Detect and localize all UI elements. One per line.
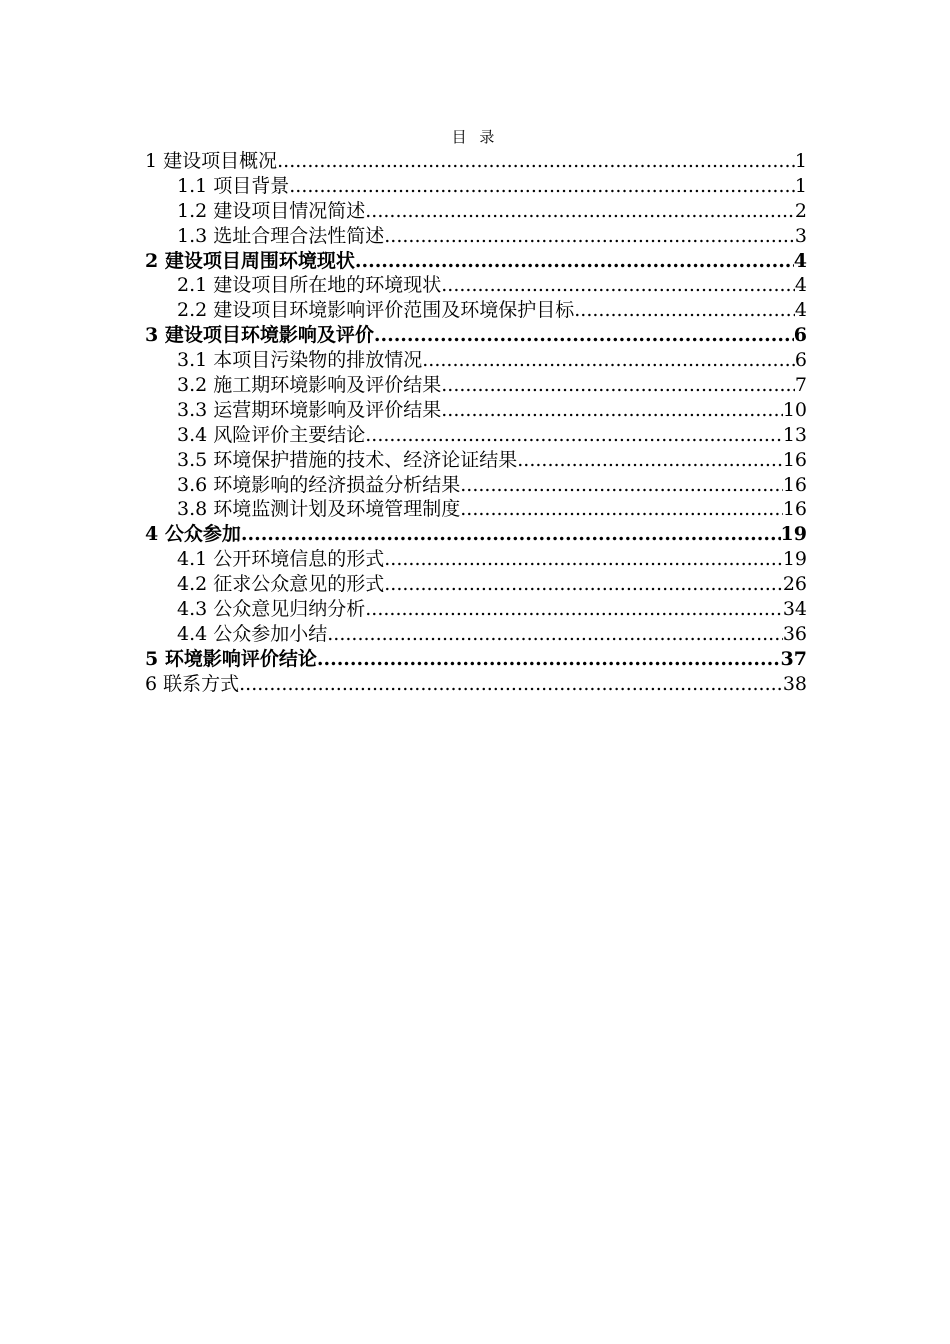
toc-page-number: 16 <box>782 498 807 521</box>
toc-leader-dots <box>327 622 783 647</box>
toc-leader-dots <box>384 224 795 249</box>
toc-page-number: 4 <box>794 299 807 322</box>
toc-entry[interactable] <box>145 522 807 547</box>
toc-entry-text: 1.1 项目背景 <box>177 174 290 197</box>
toc-entry-text: 3.2 施工期环境影响及评价结果 <box>177 374 442 397</box>
toc-page-number: 2 <box>794 199 807 222</box>
toc-entry[interactable] <box>145 273 807 298</box>
toc-leader-dots <box>422 348 795 373</box>
toc-leader-dots <box>239 672 783 697</box>
toc-title: 目 录 <box>451 128 499 146</box>
toc-entry[interactable] <box>145 597 807 622</box>
toc-entry-text: 3 建设项目环境影响及评价 <box>145 324 374 347</box>
toc-entry-text: 3.8 环境监测计划及环境管理制度 <box>177 498 461 521</box>
toc-entry-text: 2.1 建设项目所在地的环境现状 <box>177 274 442 297</box>
toc-page-number: 6 <box>794 349 807 372</box>
toc-entry[interactable] <box>145 423 807 448</box>
toc-entry-text: 4 公众参加 <box>145 523 241 546</box>
toc-page-number: 10 <box>782 398 807 421</box>
toc-entry[interactable] <box>145 473 807 498</box>
toc-entry-text: 2.2 建设项目环境影响评价范围及环境保护目标 <box>177 299 575 322</box>
toc-entry-text: 1.2 建设项目情况简述 <box>177 199 366 222</box>
toc-leader-dots <box>460 497 783 522</box>
toc-entry-text: 4.4 公众参加小结 <box>177 622 328 645</box>
toc-entry-text: 3.4 风险评价主要结论 <box>177 423 366 446</box>
toc-leader-dots <box>441 273 795 298</box>
toc-entry-text: 4.2 征求公众意见的形式 <box>177 573 385 596</box>
toc-page-number: 6 <box>793 324 807 347</box>
toc-page-number: 19 <box>780 523 807 546</box>
toc-entry-text: 3.3 运营期环境影响及评价结果 <box>177 398 442 421</box>
toc-page-number: 4 <box>793 249 807 272</box>
toc-page-number: 13 <box>782 423 807 446</box>
toc-leader-dots <box>384 547 783 572</box>
toc-page-number: 4 <box>794 274 807 297</box>
toc-entry-text: 2 建设项目周围环境现状 <box>145 249 355 272</box>
toc-leader-dots <box>365 199 795 224</box>
toc-page-number: 34 <box>782 598 807 621</box>
toc-page-number: 1 <box>794 150 807 172</box>
toc-entry[interactable] <box>145 672 807 697</box>
toc-page-number: 3 <box>794 224 807 247</box>
toc-leader-dots <box>365 597 783 622</box>
toc-entry[interactable] <box>145 199 807 224</box>
toc-entry[interactable] <box>145 249 807 274</box>
toc-page-number: 16 <box>782 473 807 496</box>
toc-page-number: 36 <box>782 622 807 645</box>
toc-entry-text: 3.1 本项目污染物的排放情况 <box>177 349 423 372</box>
toc-entry[interactable] <box>145 323 807 348</box>
toc-leader-dots <box>574 298 795 323</box>
toc-leader-dots <box>289 174 795 199</box>
toc-leader-dots <box>441 398 783 423</box>
toc-entry-text: 5 环境影响评价结论 <box>145 647 317 670</box>
toc-page-number: 19 <box>782 548 807 571</box>
toc-entry[interactable] <box>145 174 807 199</box>
toc-entry-text: 1 建设项目概况 <box>145 150 278 172</box>
toc-entry-text: 3.5 环境保护措施的技术、经济论证结果 <box>177 448 518 471</box>
toc-leader-dots <box>241 522 781 547</box>
toc-entry[interactable] <box>145 547 807 572</box>
toc-entry[interactable] <box>145 622 807 647</box>
toc-entry[interactable] <box>145 497 807 522</box>
table-of-contents <box>145 149 807 697</box>
toc-leader-dots <box>317 647 781 672</box>
toc-entry[interactable] <box>145 398 807 423</box>
toc-page-number: 26 <box>782 573 807 596</box>
toc-leader-dots <box>517 448 783 473</box>
toc-page-number: 37 <box>780 647 807 670</box>
toc-leader-dots <box>460 473 783 498</box>
toc-entry[interactable] <box>145 149 807 174</box>
toc-leader-dots <box>277 149 795 174</box>
toc-entry-text: 1.3 选址合理合法性简述 <box>177 224 385 247</box>
toc-leader-dots <box>384 572 783 597</box>
toc-leader-dots <box>441 373 795 398</box>
toc-entry[interactable] <box>145 572 807 597</box>
toc-leader-dots <box>355 249 794 274</box>
toc-leader-dots <box>374 323 794 348</box>
toc-page-number: 16 <box>782 448 807 471</box>
toc-entry[interactable] <box>145 298 807 323</box>
toc-entry-text: 6 联系方式 <box>145 672 240 695</box>
toc-entry[interactable] <box>145 448 807 473</box>
toc-entry-text: 4.3 公众意见归纳分析 <box>177 598 366 621</box>
toc-entry[interactable] <box>145 647 807 672</box>
toc-entry[interactable] <box>145 373 807 398</box>
toc-page-number: 1 <box>794 174 807 197</box>
toc-page-number: 7 <box>794 374 807 397</box>
toc-entry-text: 3.6 环境影响的经济损益分析结果 <box>177 473 461 496</box>
toc-entry-text: 4.1 公开环境信息的形式 <box>177 548 385 571</box>
toc-page-number: 38 <box>782 672 807 695</box>
toc-entry[interactable] <box>145 224 807 249</box>
toc-entry[interactable] <box>145 348 807 373</box>
toc-leader-dots <box>365 423 783 448</box>
